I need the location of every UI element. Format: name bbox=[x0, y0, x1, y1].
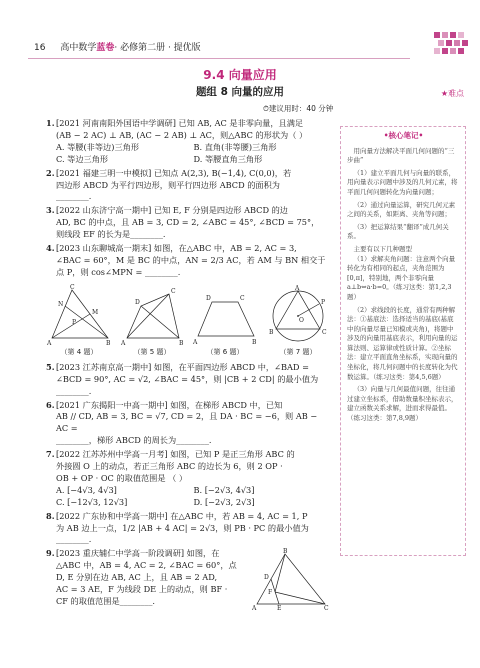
caption-fig5: （第 5 题） bbox=[133, 347, 171, 356]
question-number: 6. bbox=[46, 399, 55, 410]
fig4-label-n: N bbox=[58, 300, 64, 308]
question-line: 为 AB 边上一点，1/2 |AB + 4 AC| = 2√3，则 PB · PC 的最小值为 bbox=[56, 522, 309, 533]
edition: · 必修第二册 · 提优版 bbox=[114, 43, 201, 53]
option-a: A. 等腰(非等边)三角形 bbox=[56, 141, 140, 152]
sidebar-paragraph: （3）把运算结果“翻译”成几何关系。 bbox=[347, 222, 449, 241]
question-line: ________，梯形 ABCD 的周长为________. bbox=[56, 435, 212, 446]
question-line: [2022 广东协和中学高一期中] 在△ABC 中，若 AB = 4, AC = 1, P bbox=[56, 510, 308, 521]
fig9-label-b: B bbox=[283, 548, 288, 556]
question-line: △ABC 中，AB = 4, AC = 2, ∠BAC = 60°，点 bbox=[56, 560, 237, 571]
question-line: [2021 河南南阳外国语中学调研] 已知 AB, AC 是非零向量，且满足 bbox=[56, 118, 304, 128]
book-title: 高中数学 bbox=[60, 43, 97, 53]
fig4-label-m: M bbox=[92, 308, 99, 316]
fig4-label-a: A bbox=[47, 339, 52, 346]
time-hint: ⏱建议用时：40 分钟 bbox=[263, 104, 334, 113]
fig9-label-d: D bbox=[264, 574, 269, 582]
fig6-label-a: A bbox=[193, 338, 198, 346]
sidebar-paragraph: 用向量方法解决平面几何问题的“三步曲” bbox=[347, 146, 455, 165]
option-c: C. 等边三角形 bbox=[56, 153, 109, 164]
fig7-label-a: A bbox=[295, 284, 300, 292]
question-2 bbox=[46, 168, 331, 204]
question-line: AC = 3 AE，F 为线段 DE 上的动点，则 BF · bbox=[56, 584, 228, 595]
brand-logo: 蓝卷 bbox=[96, 43, 115, 53]
fig4-label-b: B bbox=[106, 339, 111, 346]
triangle-figure-9 bbox=[251, 548, 331, 610]
fig9-label-f: F bbox=[268, 589, 273, 597]
question-line: 四边形 ABCD 为平行四边形，则平行四边形 ABCD 的面积为 bbox=[56, 179, 280, 190]
fig7-label-p: P bbox=[321, 298, 326, 306]
fig4-label-p: P bbox=[72, 318, 77, 326]
question-line: [2023 江苏南京高一期中] 如图，在平面四边形 ABCD 中，∠BAD = bbox=[56, 361, 309, 372]
section-title: 9.4 向量应用 bbox=[203, 68, 277, 82]
clock-icon: ⏱ bbox=[263, 104, 269, 113]
question-8 bbox=[46, 511, 331, 547]
question-line: ________. bbox=[56, 191, 92, 202]
question-5 bbox=[46, 362, 331, 398]
question-list bbox=[46, 118, 331, 612]
question-line: D, E 分别在边 AB, AC 上，且 AB = 2 AD, bbox=[56, 572, 218, 583]
sidebar-paragraph: （1）建立平面几何与向量的联系，用向量表示问题中涉及的几何元素，将平面几何问题转化为向量问题； bbox=[347, 168, 458, 196]
question-4 bbox=[46, 243, 331, 279]
question-7 bbox=[46, 449, 331, 509]
question-line: [2021 福建三明一中模拟] 已知点 A(2,3), B(−1,4), C(0,0)，若 bbox=[56, 167, 292, 178]
option-b: B. [−2√3, 4√3] bbox=[193, 484, 255, 495]
fig9-label-a: A bbox=[252, 605, 257, 611]
question-line: [2023 山东聊城高一期末] 如图，在△ABC 中，AB = 2, AC = 3, bbox=[56, 243, 297, 254]
figures-row bbox=[46, 281, 331, 359]
question-3 bbox=[46, 205, 331, 241]
question-line: ________. bbox=[56, 385, 92, 396]
question-number: 1. bbox=[46, 118, 55, 128]
fig4-label-c: C bbox=[70, 283, 75, 291]
fig5-label-c: C bbox=[171, 287, 176, 295]
header-rule bbox=[28, 58, 410, 59]
question-6 bbox=[46, 400, 331, 448]
question-line: [2023 重庆辅仁中学高一阶段调研] 如图，在 bbox=[56, 548, 220, 559]
page-number: 16 bbox=[34, 43, 46, 53]
sidebar-paragraph: （1）求解夹角问题：注意两个向量转化为有相同的起点，夹角范围为[0,π]，特别地，两个非零向量 a⊥b⇔a·b=0。（练习这类：第1,2,3题） bbox=[347, 254, 456, 301]
fig6-label-c: C bbox=[240, 294, 245, 302]
question-number: 8. bbox=[46, 510, 55, 521]
figure-5 bbox=[119, 284, 185, 359]
question-number: 2. bbox=[46, 167, 55, 178]
caption-fig7: （第 7 题） bbox=[279, 347, 317, 356]
fig5-label-a: A bbox=[121, 339, 126, 346]
corner-decoration-icon bbox=[434, 32, 470, 60]
question-line: AD, BC 的中点，且 AB = 3, CD = 2, ∠ABC = 45°, ∠BCD = 75°， bbox=[56, 217, 320, 228]
question-number: 7. bbox=[46, 449, 55, 460]
circle-figure-7 bbox=[265, 284, 331, 346]
question-line: AB // CD, AB = 3, BC = √7, CD = 2，且 DA · BC = −6，则 AB − AC = bbox=[56, 411, 318, 434]
question-number: 3. bbox=[46, 205, 55, 216]
option-d: D. [−2√3, 2√3] bbox=[193, 496, 255, 507]
fig5-label-d: D bbox=[135, 298, 140, 306]
triangle-figure-4 bbox=[46, 284, 112, 346]
question-1 bbox=[46, 118, 331, 166]
question-9 bbox=[46, 548, 331, 610]
question-line: [2022 江苏苏州中学高一月考] 如图，已知 P 是正三角形 ABC 的 bbox=[56, 449, 295, 460]
question-line: OB + OP · OC 的取值范围是 （ ） bbox=[56, 472, 188, 483]
question-line: 点 P，则 cos∠MPN = ________. bbox=[56, 266, 181, 277]
group-title: 题组 8 向量的应用 bbox=[195, 86, 285, 98]
question-line: ∠BCD = 90°, AC = √2, ∠BAC = 45°，则 |CB + 2 CD| 的最小值为 bbox=[56, 373, 319, 384]
page-header bbox=[34, 40, 201, 53]
fig6-label-d: D bbox=[206, 294, 211, 302]
caption-fig4: （第 4 题） bbox=[60, 347, 98, 356]
sidebar-paragraph: （2）求线段的长度，通常有两种解法：①基底法：选择适当的基底(基底中的向量尽量已知模或夹角)，将题中涉及的向量用基底表示，利用向量的运算法则、运算律或性质计算。②坐标法：建立平面直角坐标系，实现向量的坐标化，将几何问题中的长度转化为代数运算。（练习这类：第4,5,6题） bbox=[347, 305, 458, 381]
question-line: [2022 山东济宁高一期中] 已知 E, F 分别是四边形 ABCD 的边 bbox=[56, 205, 288, 216]
question-line: ∠BAC = 60°，M 是 BC 的中点，AN = 2/3 AC，若 AM 与 BN 相交于 bbox=[56, 254, 326, 265]
question-line: (AB − 2 AC) ⊥ AB, (AC − 2 AB) ⊥ AC，则△ABC 的形状为（ ） bbox=[56, 129, 308, 140]
question-line: ________. bbox=[56, 534, 92, 545]
option-a: A. [−4√3, 4√3] bbox=[56, 484, 117, 495]
trapezoid-figure-6 bbox=[192, 284, 258, 346]
fig7-label-c: C bbox=[322, 328, 327, 336]
question-number: 9. bbox=[46, 548, 55, 559]
fig7-label-o: O bbox=[299, 316, 304, 324]
question-number: 5. bbox=[46, 361, 55, 372]
caption-fig6: （第 6 题） bbox=[206, 347, 244, 356]
fig5-label-b: B bbox=[179, 339, 184, 346]
quadrilateral-figure-5 bbox=[119, 284, 185, 346]
question-number: 4. bbox=[46, 243, 55, 254]
sidebar-paragraph: （3）向量与几何最值问题，往往通过建立坐标系，借助数量积坐标表示，建立函数关系求解，进而求得最值。（练习这类：第7,8,9题） bbox=[347, 385, 458, 423]
fig6-label-b: B bbox=[252, 338, 257, 346]
question-line: 则线段 EF 的长为是________. bbox=[56, 229, 166, 240]
question-line: 外接圆 O 上的动点，若正三角形 ABC 的边长为 6，则 2 OP · bbox=[56, 461, 283, 472]
core-notes-sidebar bbox=[340, 126, 466, 556]
sidebar-title: •核心笔记• bbox=[383, 131, 424, 140]
fig9-label-e: E bbox=[277, 605, 282, 611]
option-d: D. 等腰直角三角形 bbox=[193, 153, 263, 164]
question-line: [2021 广东揭阳一中高一期中] 如图，在梯形 ABCD 中，已知 bbox=[56, 399, 283, 410]
sidebar-paragraph: （2）通过向量运算，研究几何元素之间的关系，如距离、夹角等问题； bbox=[347, 200, 456, 219]
figure-7 bbox=[265, 284, 331, 359]
fig7-label-b: B bbox=[269, 328, 274, 336]
option-c: C. [−12√3, 12√3] bbox=[56, 496, 128, 507]
figure-4 bbox=[46, 284, 112, 359]
question-line: CF 的取值范围是________. bbox=[56, 596, 156, 606]
figure-6 bbox=[192, 284, 258, 359]
option-b: B. 直角(非等腰)三角形 bbox=[193, 141, 277, 152]
difficulty-badge: ★难点 bbox=[440, 89, 464, 98]
fig9-label-c: C bbox=[324, 605, 329, 611]
sidebar-subtitle: 主要有以下几种题型 bbox=[353, 244, 412, 253]
